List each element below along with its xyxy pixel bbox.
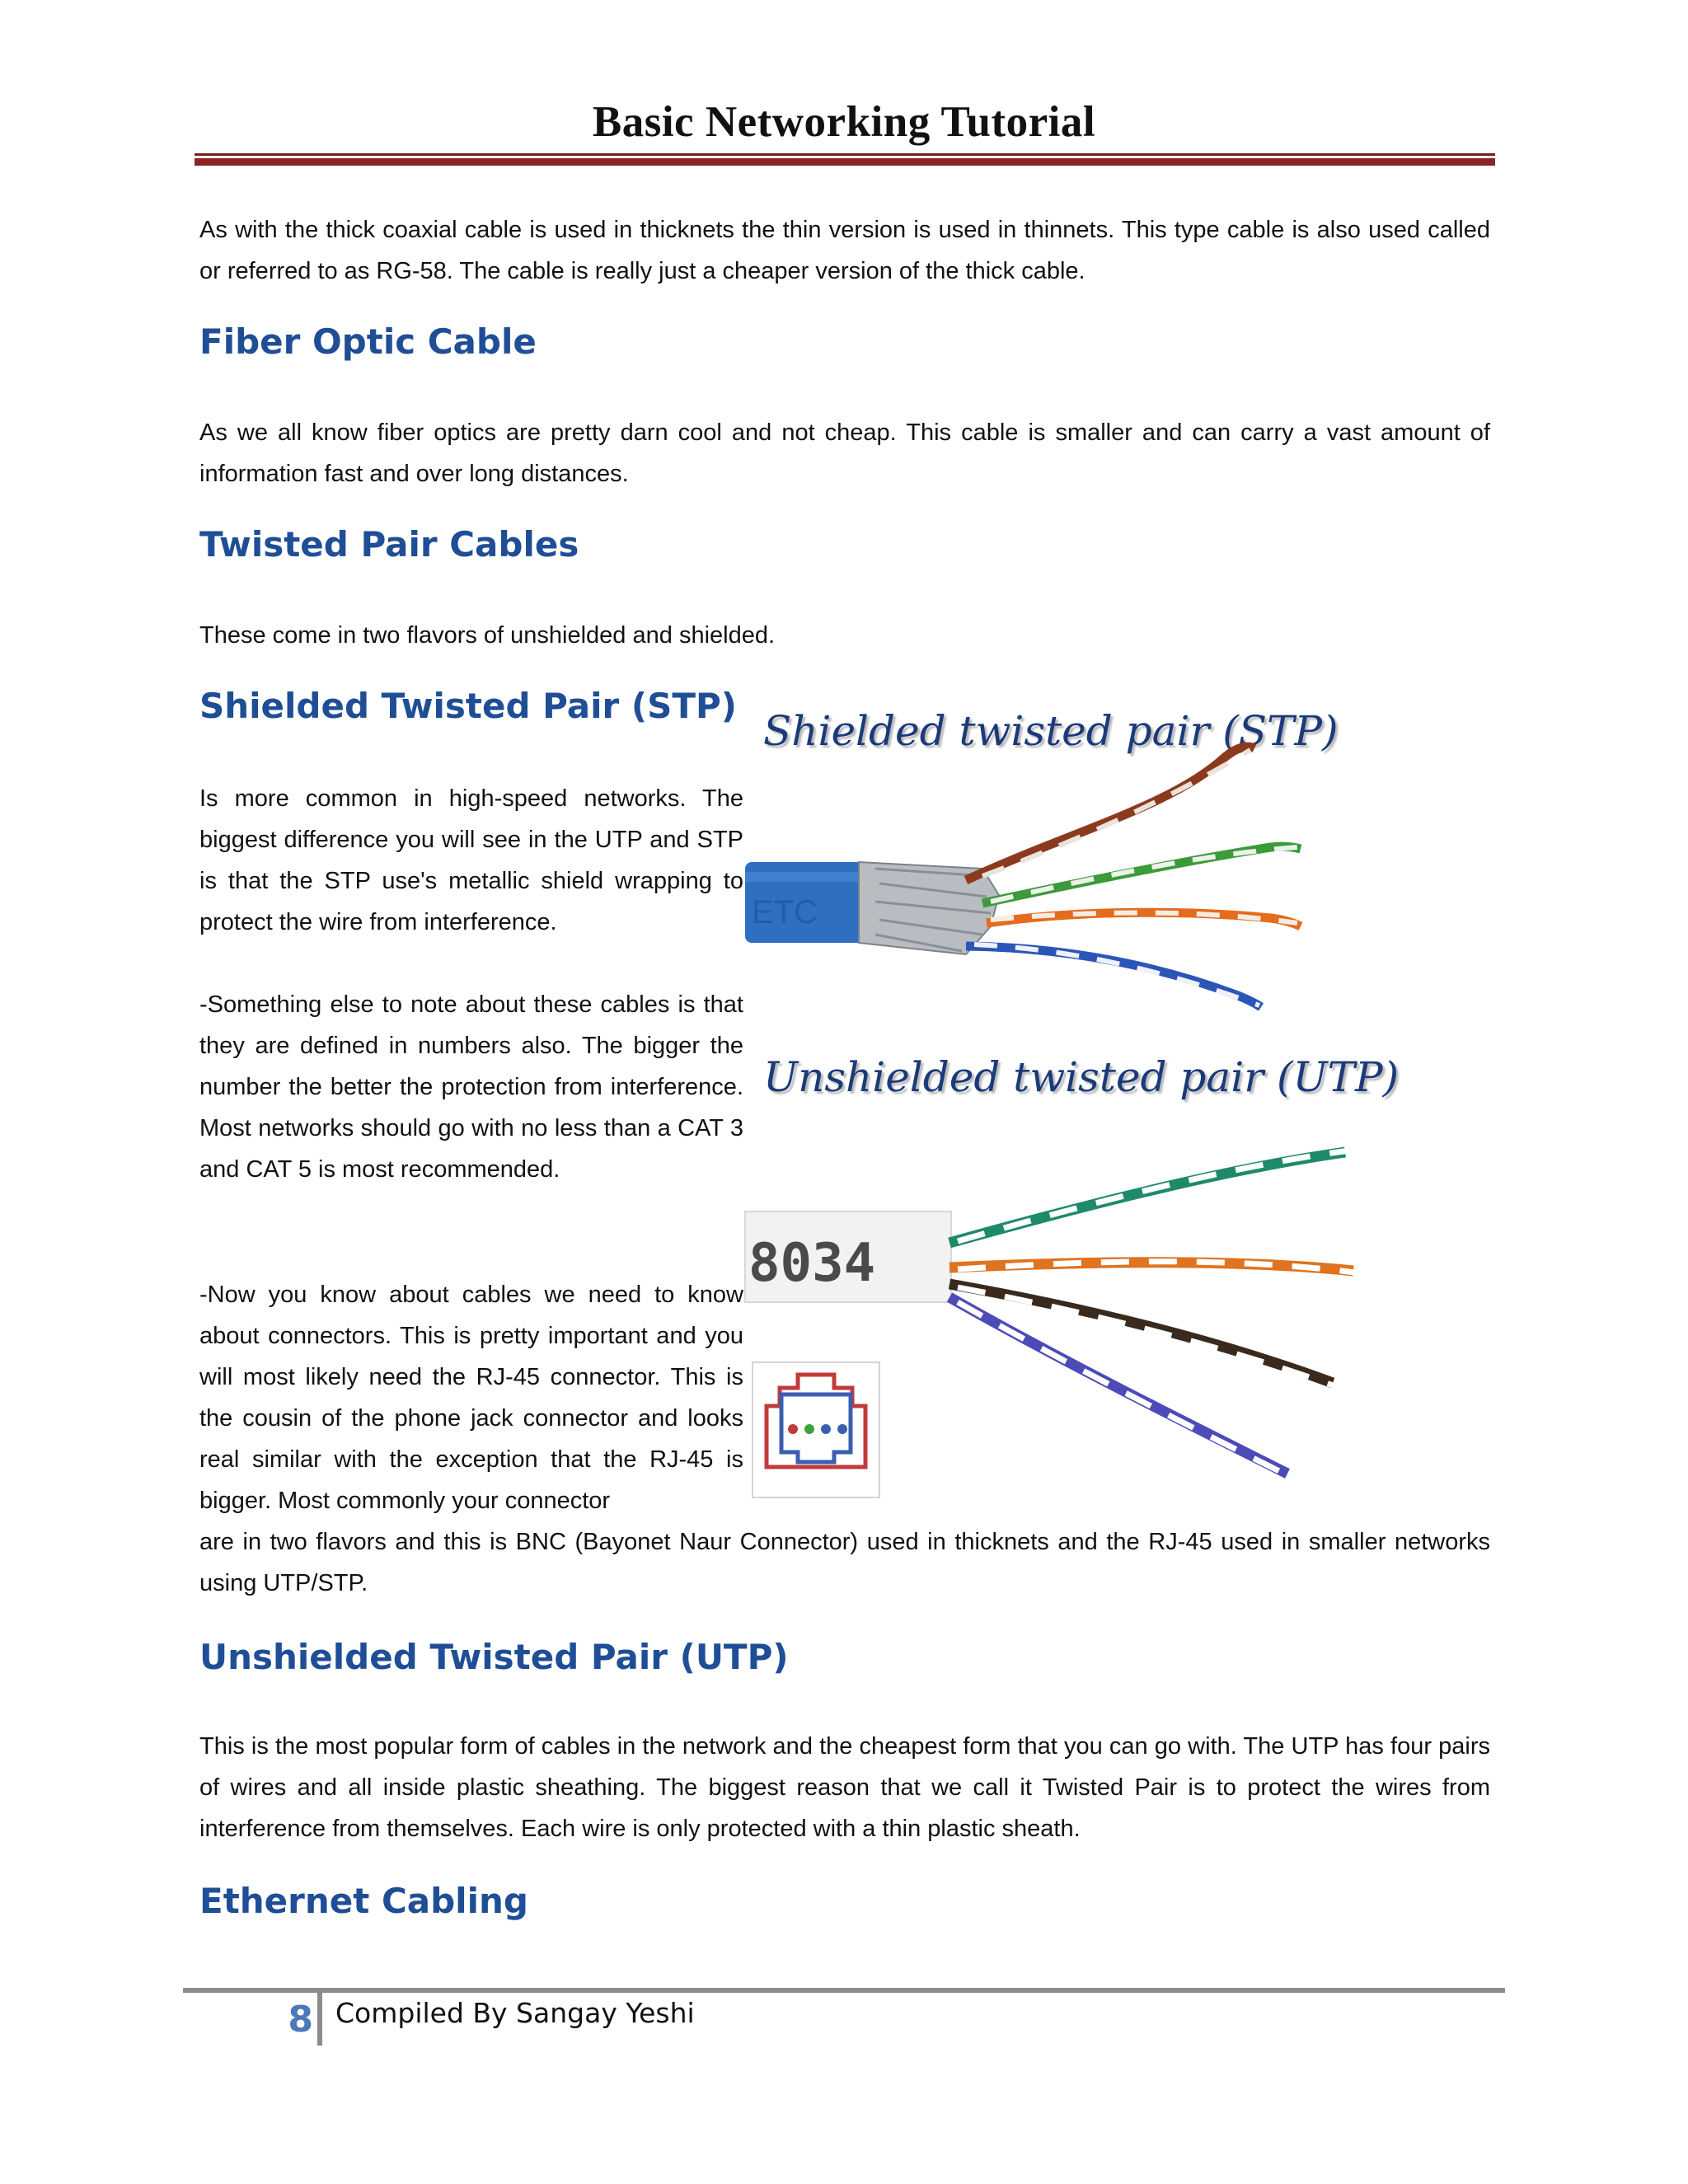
stp-paragraph-4: are in two flavors and this is BNC (Bayonet Naur Connector) used in thicknets and the RJ-45 used in smaller networks using UTP/STP.	[199, 1529, 1490, 1596]
utp-caption: Unshielded twisted pair (UTP)	[763, 1053, 1400, 1101]
title-rule-thick	[195, 158, 1495, 166]
page-number: 8	[288, 1999, 313, 2041]
utp-print: 8034	[748, 1233, 876, 1294]
heading-utp: Unshielded Twisted Pair (UTP)	[199, 1637, 789, 1677]
svg-text:ETC: ETC	[752, 894, 818, 930]
intro-paragraph: As with the thick coaxial cable is used in thicknets the thin version is used in thinnets. This type cable is also used called or referred to as RG-58. The cable is really just a cheaper version of the thick cable.	[199, 217, 1490, 284]
stp-blue-pair	[966, 946, 1261, 1007]
stp-paragraph-2: -Something else to note about these cables is that they are defined in numbers also. The bigger the number the better the protection from interference. Most networks should go with no less than a CAT 3 and CAT 5 is most recommended.	[199, 991, 743, 1183]
stp-paragraph-3: -Now you know about cables we need to know about connectors. This is pretty important and you will most likely need the RJ-45 connector. This is the cousin of the phone jack connector and looks real similar with the exception that the RJ-45 is bigger. Most commonly your connector	[199, 1282, 743, 1514]
stp-cable-image	[745, 747, 1301, 1007]
fiber-paragraph: As we all know fiber optics are pretty darn cool and not cheap. This cable is smaller and can carry a vast amount of information fast and over long distances.	[199, 419, 1490, 487]
stp-caption: Shielded twisted pair (STP)	[763, 707, 1339, 755]
footer-credit: Compiled By Sangay Yeshi	[335, 1997, 695, 2029]
heading-fiber-optic: Fiber Optic Cable	[199, 321, 537, 362]
heading-stp: Shielded Twisted Pair (STP)	[199, 686, 737, 726]
utp-paragraph: This is the most popular form of cables in the network and the cheapest form that you can go with. The UTP has four pairs of wires and all inside plastic sheathing. The biggest reason that we call it Twisted Pair is to protect the wires from interference from themselves. Each wire is only protected with a thin plastic sheath.	[199, 1733, 1490, 1842]
heading-ethernet-cabling: Ethernet Cabling	[199, 1881, 528, 1921]
footer-rule	[183, 1988, 1505, 1993]
rj45-icon	[753, 1363, 879, 1497]
page-title: Basic Networking Tutorial	[592, 98, 1096, 146]
twisted-paragraph: These come in two flavors of unshielded and shielded.	[199, 622, 776, 649]
stp-paragraph-1: Is more common in high-speed networks. The biggest difference you will see in the UTP and STP is that the STP use's metallic shield wrapping to protect the wire from interference.	[199, 785, 743, 935]
footer-divider	[317, 1993, 322, 2046]
rj45-jack-image	[752, 1361, 880, 1498]
heading-twisted-pair: Twisted Pair Cables	[199, 524, 579, 565]
title-rule	[195, 153, 1495, 156]
